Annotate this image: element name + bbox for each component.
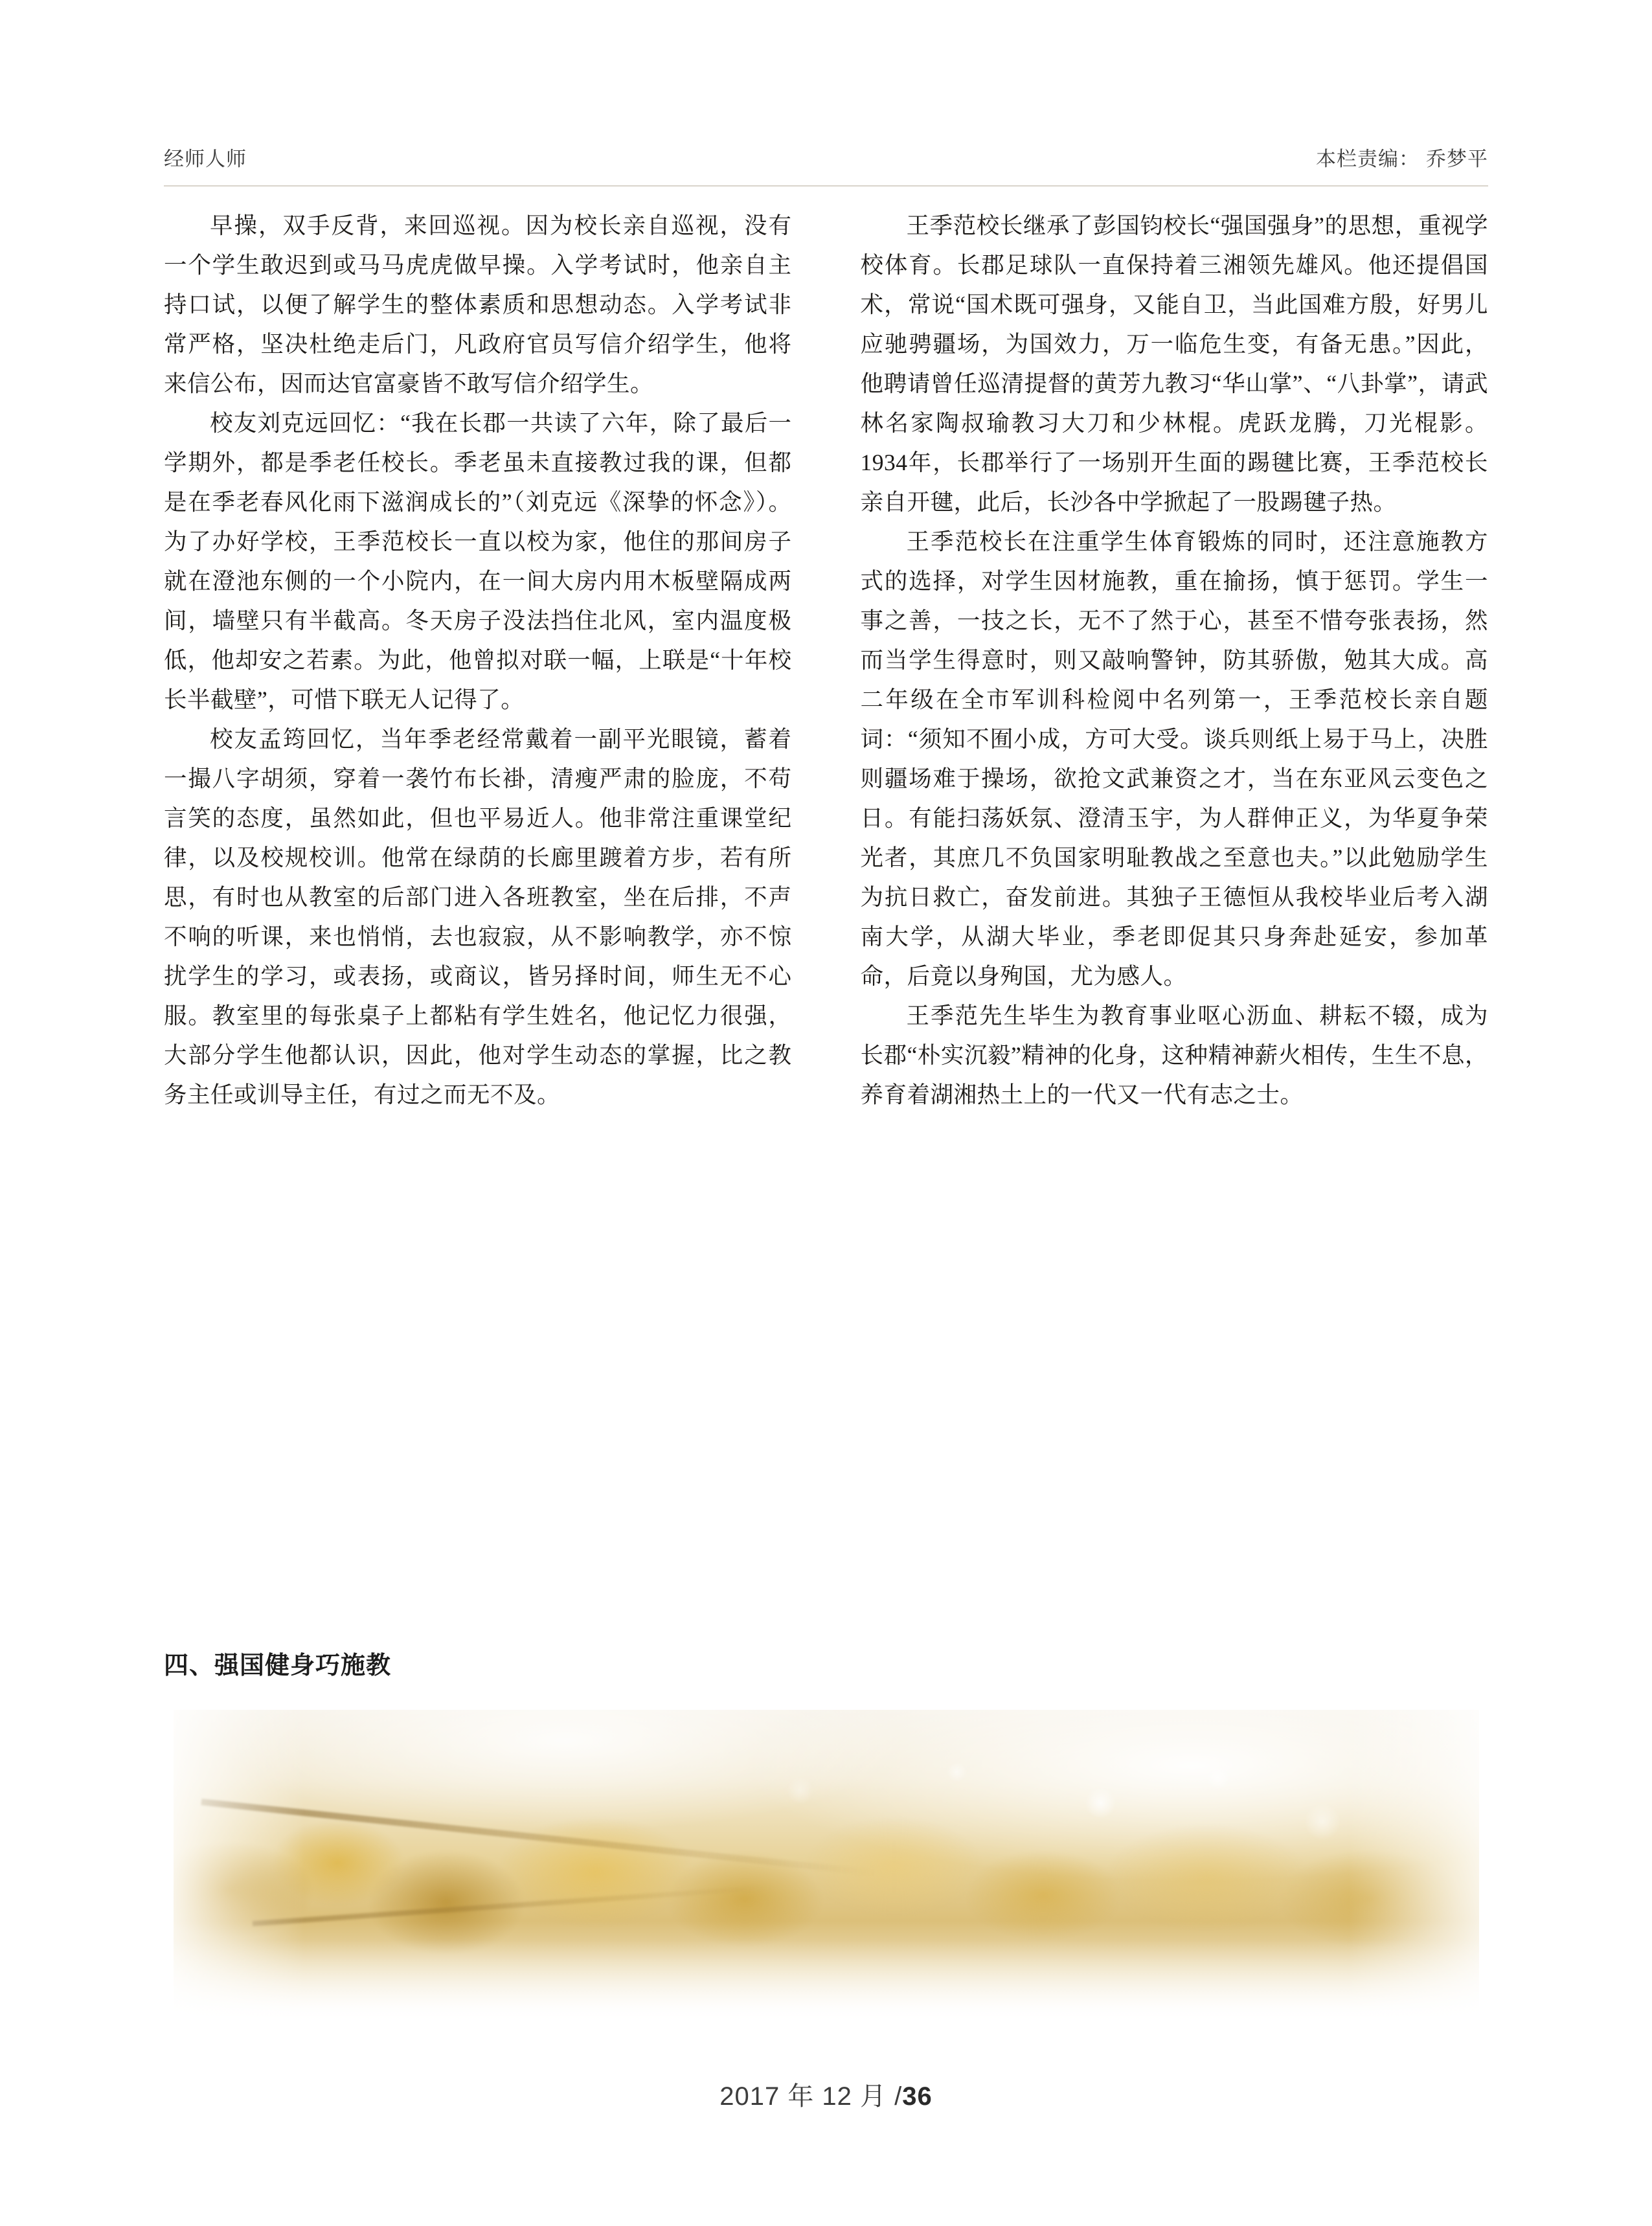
paragraph: 早操，双手反背，来回巡视。因为校长亲自巡视，没有一个学生敢迟到或马马虎虎做早操。入学考试时，他亲自主持口试，以便了解学生的整体素质和思想动态。入学考试非常严格，坚决杜绝走后门，凡政府官员写信介绍学生，他将来信公布，因而达官富豪皆不敢写信介绍学生。	[164, 212, 792, 396]
header-divider	[164, 185, 1488, 187]
photo-fade-bottom	[174, 1940, 1479, 2021]
running-head	[164, 137, 1488, 176]
left-column	[164, 206, 792, 1115]
issue-date: 2017 年 12 月 /	[719, 2082, 903, 2111]
article-columns	[164, 206, 1488, 1115]
paragraph: 校友孟筠回忆，当年季老经常戴着一副平光眼镜，蓄着一撮八字胡须，穿着一袭竹布长褂，清瘦严肃的脸庞，不苟言笑的态度，虽然如此，但也平易近人。他非常注重课堂纪律，以及校规校训。他常在绿荫的长廊里踱着方步，若有所思，有时也从教室的后部门进入各班教室，坐在后排，不声不响的听课，来也悄悄，去也寂寂，从不影响教学，亦不惊扰学生的学习，或表扬，或商议，皆另择时间，师生无不心服。教室里的每张桌子上都粘有学生姓名，他记忆力很强，大部分学生他都认识，因此，他对学生动态的掌握，比之教务主任或训导主任，有过之而无不及。	[164, 726, 792, 1107]
editor-name: 乔梦平	[1426, 147, 1488, 170]
page-number: 36	[902, 2082, 933, 2111]
paragraph: 校友刘克远回忆：“我在长郡一共读了六年，除了最后一学期外，都是季老任校长。季老虽未直接教过我的课，但都是在季老春风化雨下滋润成长的”（刘克远《深挚的怀念》）。为了办好学校，王季范校长一直以校为家，他住的那间房子就在澄池东侧的一个小院内，在一间大房内用木板壁隔成两间，墙壁只有半截高。冬天房子没法挡住北风，室内温度极低，他却安之若素。为此，他曾拟对联一幅，上联是“十年校长半截壁”，可惜下联无人记得了。	[164, 410, 792, 712]
paragraph: 王季范校长在注重学生体育锻炼的同时，还注意施教方式的选择，对学生因材施教，重在揄扬，慎于惩罚。学生一事之善，一技之长，无不了然于心，甚至不惜夸张表扬，然而当学生得意时，则又敲响警钟，防其骄傲，勉其大成。高二年级在全市军训科检阅中名列第一，王季范校长亲自题词：“须知不囿小成，方可大受。谈兵则纸上易于马上，决胜则疆场难于操场，欲抢文武兼资之才，当在东亚风云变色之日。有能扫荡妖氛、澄清玉宇，为人群伸正义，为华夏争荣光者，其庶几不负国家明耻教战之至意也夫。”以此勉励学生为抗日救亡，奋发前进。其独子王德恒从我校毕业后考入湖南大学，从湖大毕业，季老即促其只身奔赴延安，参加革命，后竟以身殉国，尤为感人。	[860, 528, 1488, 989]
right-column	[861, 206, 1489, 1115]
section-heading: 四、强国健身巧施教	[164, 1652, 392, 1679]
running-head-section: 经师人师	[164, 147, 247, 170]
page-footer	[0, 2076, 1652, 2113]
ginkgo-autumn-photo	[174, 1710, 1479, 2021]
running-head-editor-block	[1316, 142, 1488, 172]
paragraph: 王季范先生毕生为教育事业呕心沥血、耕耘不辍，成为长郡“朴实沉毅”精神的化身，这种精神薪火相传，生生不息，养育着湖湘热土上的一代又一代有志之士。	[860, 1003, 1488, 1107]
editor-label: 本栏责编：	[1316, 147, 1420, 170]
paragraph: 王季范校长继承了彭国钧校长“强国强身”的思想，重视学校体育。长郡足球队一直保持着三湘领先雄风。他还提倡国术，常说“国术既可强身，又能自卫，当此国难方殷，好男儿应驰骋疆场，为国效力，万一临危生变，有备无患。”因此，他聘请曾任巡清提督的黄芳九教习“华山掌”、“八卦掌”，请武林名家陶叔瑜教习大刀和少林棍。虎跃龙腾，刀光棍影。1934年，长郡举行了一场别开生面的踢毽比赛，王季范校长亲自开毽，此后，长沙各中学掀起了一股踢毽子热。	[860, 212, 1488, 515]
